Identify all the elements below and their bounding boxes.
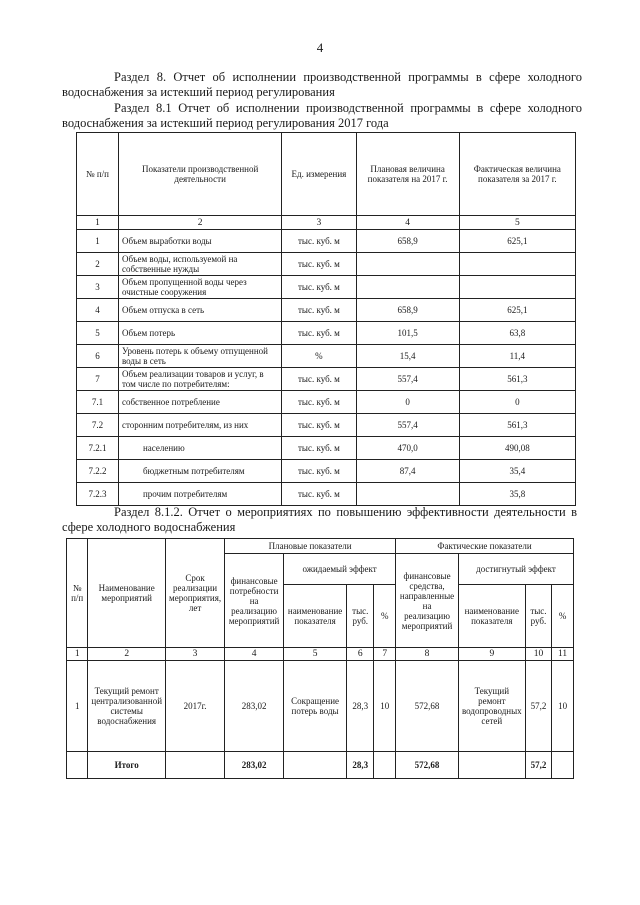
table-row <box>77 391 576 414</box>
row-no: 1 <box>77 230 119 253</box>
section-8-heading: Раздел 8. Отчет об исполнении производственной программы в сфере холодного водоснабжения за истекший период регулирования <box>62 70 582 99</box>
col-number: 1 <box>77 216 119 230</box>
table-row <box>77 276 576 299</box>
row-name: собственное потребление <box>118 391 281 414</box>
total-fact-rub: 57,2 <box>525 752 552 779</box>
row-no: 5 <box>77 322 119 345</box>
row-fact: 625,1 <box>459 299 575 322</box>
header-fact-rub: тыс. руб. <box>525 585 552 648</box>
total-empty <box>67 752 88 779</box>
row-unit: тыс. куб. м <box>282 299 356 322</box>
total-empty <box>552 752 574 779</box>
row-no: 6 <box>77 345 119 368</box>
page-number: 4 <box>316 40 324 55</box>
row-fact-fin: 572,68 <box>396 661 459 752</box>
header-unit: Ед. измерения <box>282 133 356 216</box>
row-no: 1 <box>67 661 88 752</box>
row-fact-rub: 57,2 <box>525 661 552 752</box>
total-empty <box>284 752 347 779</box>
header-fact-indicator: наименование показателя <box>458 585 525 648</box>
row-plan <box>356 483 459 506</box>
column-number-row <box>77 216 576 230</box>
row-plan <box>356 253 459 276</box>
total-plan-fin: 283,02 <box>225 752 284 779</box>
section-8-1-heading: Раздел 8.1 Отчет об исполнении производственной программы в сфере холодного водоснабжения за истекший период регулирования 2017 года <box>62 101 582 130</box>
row-no: 7.2 <box>77 414 119 437</box>
col-number: 8 <box>396 648 459 661</box>
row-plan: 87,4 <box>356 460 459 483</box>
total-empty <box>374 752 396 779</box>
row-unit: тыс. куб. м <box>282 437 356 460</box>
header-indicator: Показатели производственной деятельности <box>118 133 281 216</box>
row-no: 7 <box>77 368 119 391</box>
row-name: бюджетным потребителям <box>118 460 281 483</box>
row-fact: 490,08 <box>459 437 575 460</box>
header-actual: Фактические показатели <box>396 539 574 554</box>
row-no: 4 <box>77 299 119 322</box>
col-number: 1 <box>67 648 88 661</box>
col-number: 6 <box>347 648 374 661</box>
row-unit: тыс. куб. м <box>282 368 356 391</box>
header-fact: Фактическая величина показателя за 2017 г. <box>459 133 575 216</box>
row-unit: тыс. куб. м <box>282 414 356 437</box>
table-row <box>77 230 576 253</box>
table-row <box>77 437 576 460</box>
row-fact: 0 <box>459 391 575 414</box>
table-row <box>77 460 576 483</box>
total-fact-fin: 572,68 <box>396 752 459 779</box>
row-fact <box>459 276 575 299</box>
header-planned: Плановые показатели <box>225 539 396 554</box>
row-plan-pct: 10 <box>374 661 396 752</box>
row-fact <box>459 253 575 276</box>
row-plan-indicator: Сокращение потерь воды <box>284 661 347 752</box>
row-fact: 561,3 <box>459 414 575 437</box>
row-no: 3 <box>77 276 119 299</box>
col-number: 3 <box>166 648 225 661</box>
table-row <box>67 661 574 752</box>
row-plan: 658,9 <box>356 299 459 322</box>
row-name: населению <box>118 437 281 460</box>
header-fact-pct: % <box>552 585 574 648</box>
row-no: 2 <box>77 253 119 276</box>
row-name: сторонним потребителям, из них <box>118 414 281 437</box>
row-unit: тыс. куб. м <box>282 253 356 276</box>
total-plan-rub: 28,3 <box>347 752 374 779</box>
row-fact: 35,4 <box>459 460 575 483</box>
row-unit: тыс. куб. м <box>282 483 356 506</box>
col-number: 5 <box>284 648 347 661</box>
col-number: 4 <box>225 648 284 661</box>
header-term: Срок реализации мероприятия, лет <box>166 539 225 648</box>
col-number: 11 <box>552 648 574 661</box>
row-name: прочим потребителям <box>118 483 281 506</box>
header-plan-pct: % <box>374 585 396 648</box>
header-fact-fin: финансовые средства, направленные на реализацию мероприятий <box>396 554 459 648</box>
table-header-row <box>77 133 576 216</box>
row-measure-name: Текущий ремонт централизованной системы водоснабжения <box>88 661 166 752</box>
row-plan: 15,4 <box>356 345 459 368</box>
col-number: 2 <box>118 216 281 230</box>
row-unit: тыс. куб. м <box>282 460 356 483</box>
table-row <box>77 253 576 276</box>
table-row <box>77 483 576 506</box>
row-unit: тыс. куб. м <box>282 391 356 414</box>
table-row <box>77 345 576 368</box>
header-no: № п/п <box>77 133 119 216</box>
section-8-1-2-heading: Раздел 8.1.2. Отчет о мероприятиях по повышению эффективности деятельности в сфере холодного водоснабжения <box>62 505 577 534</box>
row-fact: 625,1 <box>459 230 575 253</box>
row-term: 2017г. <box>166 661 225 752</box>
row-unit: тыс. куб. м <box>282 322 356 345</box>
row-no: 7.1 <box>77 391 119 414</box>
row-unit: % <box>282 345 356 368</box>
row-name: Уровень потерь к объему отпущенной воды в сеть <box>118 345 281 368</box>
table-row <box>77 414 576 437</box>
row-no: 7.2.2 <box>77 460 119 483</box>
total-empty <box>458 752 525 779</box>
row-name: Объем потерь <box>118 322 281 345</box>
row-fact: 35,8 <box>459 483 575 506</box>
header-plan-fin: финансовые потребности на реализацию мероприятий <box>225 554 284 648</box>
row-fact: 561,3 <box>459 368 575 391</box>
header-plan-rub: тыс. руб. <box>347 585 374 648</box>
row-unit: тыс. куб. м <box>282 276 356 299</box>
col-number: 3 <box>282 216 356 230</box>
col-number: 10 <box>525 648 552 661</box>
col-number: 4 <box>356 216 459 230</box>
header-plan: Плановая величина показателя на 2017 г. <box>356 133 459 216</box>
row-plan-rub: 28,3 <box>347 661 374 752</box>
table-row <box>77 299 576 322</box>
row-no: 7.2.1 <box>77 437 119 460</box>
row-fact-pct: 10 <box>552 661 574 752</box>
row-plan-fin: 283,02 <box>225 661 284 752</box>
col-number: 7 <box>374 648 396 661</box>
row-plan: 557,4 <box>356 414 459 437</box>
table-header-row <box>67 539 574 554</box>
table-row <box>77 368 576 391</box>
header-expected-effect: ожидаемый эффект <box>284 554 396 585</box>
col-number: 2 <box>88 648 166 661</box>
row-fact: 11,4 <box>459 345 575 368</box>
row-plan <box>356 276 459 299</box>
header-achieved-effect: достигнутый эффект <box>458 554 573 585</box>
row-name: Объем отпуска в сеть <box>118 299 281 322</box>
header-no: № п/п <box>67 539 88 648</box>
row-no: 7.2.3 <box>77 483 119 506</box>
total-row <box>67 752 574 779</box>
row-plan: 557,4 <box>356 368 459 391</box>
total-label: Итого <box>88 752 166 779</box>
header-plan-indicator: наименование показателя <box>284 585 347 648</box>
row-plan: 101,5 <box>356 322 459 345</box>
row-plan: 658,9 <box>356 230 459 253</box>
row-name: Объем пропущенной воды через очистные сооружения <box>118 276 281 299</box>
column-number-row <box>67 648 574 661</box>
row-name: Объем выработки воды <box>118 230 281 253</box>
row-name: Объем реализации товаров и услуг, в том числе по потребителям: <box>118 368 281 391</box>
header-measure-name: Наименование мероприятий <box>88 539 166 648</box>
col-number: 5 <box>459 216 575 230</box>
col-number: 9 <box>458 648 525 661</box>
total-empty <box>166 752 225 779</box>
efficiency-measures-table <box>66 538 574 779</box>
row-fact-indicator: Текущий ремонт водопроводных сетей <box>458 661 525 752</box>
production-program-table <box>76 132 576 506</box>
row-plan: 0 <box>356 391 459 414</box>
row-unit: тыс. куб. м <box>282 230 356 253</box>
row-plan: 470,0 <box>356 437 459 460</box>
row-name: Объем воды, используемой на собственные нужды <box>118 253 281 276</box>
table-row <box>77 322 576 345</box>
row-fact: 63,8 <box>459 322 575 345</box>
